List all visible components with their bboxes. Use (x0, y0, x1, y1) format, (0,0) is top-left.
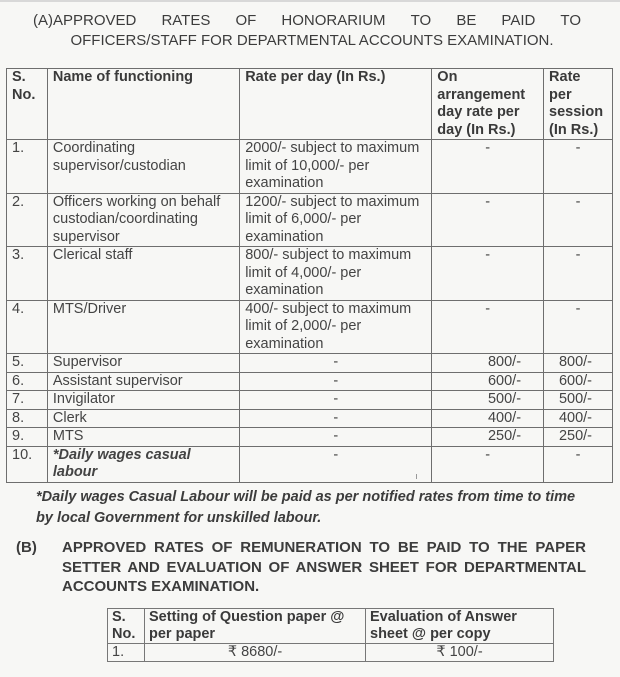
header-arrangement-rate: On arrangement day rate per day (In Rs.) (432, 69, 544, 140)
title-word: BE (456, 12, 477, 29)
cell-name: *Daily wages casual labour (47, 446, 239, 482)
header-setting: Setting of Question paper @ per paper (145, 609, 366, 644)
cell-arrangement-rate: - (432, 446, 544, 482)
table-header-row (7, 69, 613, 140)
cell-arrangement-rate: 600/- (432, 372, 544, 391)
title-word: HONORARIUM (281, 12, 386, 29)
cell-name: Supervisor (47, 354, 239, 373)
section-a-title (33, 11, 581, 51)
cell-evaluation: ₹ 100/- (366, 644, 554, 662)
header-evaluation: Evaluation of Answer sheet @ per copy (366, 609, 554, 644)
table-row (7, 372, 613, 391)
remuneration-rates-table (107, 608, 554, 662)
header-name: Name of functioning (47, 69, 239, 140)
title-word: PAID (501, 12, 536, 29)
cell-rate-per-session: - (544, 193, 613, 247)
cell-rate-per-session: 800/- (544, 354, 613, 373)
section-a-title-line2: OFFICERS/STAFF FOR DEPARTMENTAL ACCOUNTS EXAMINATION. (70, 32, 554, 49)
cell-arrangement-rate: - (432, 140, 544, 194)
title-word: (A)APPROVED (33, 12, 137, 29)
cell-name: Assistant supervisor (47, 372, 239, 391)
cell-name: Coordinating supervisor/custodian (47, 140, 239, 194)
section-b-title-text: APPROVED RATES OF REMUNERATION TO BE PAID TO THE PAPER SETTER AND EVALUATION OF ANSWER SHEET FOR DEPARTMENTAL ACCOUNTS EXAMINATION. (62, 539, 586, 595)
cell-rate-per-session: 250/- (544, 428, 613, 447)
cell-name: MTS/Driver (47, 300, 239, 354)
cell-name: Invigilator (47, 391, 239, 410)
cell-sno: 8. (7, 409, 48, 428)
cell-rate-per-day: - (240, 391, 432, 410)
cell-name: Officers working on behalf custodian/coordinating supervisor (47, 193, 239, 247)
header-sno: S. No. (7, 69, 48, 140)
section-b-title (16, 538, 586, 597)
cell-sno: 6. (7, 372, 48, 391)
table-row (7, 446, 613, 482)
cell-arrangement-rate: 400/- (432, 409, 544, 428)
cell-rate-per-day: - (240, 446, 432, 482)
cell-rate-per-day: - (240, 409, 432, 428)
cell-arrangement-rate: - (432, 247, 544, 301)
section-a-title-line1 (33, 11, 581, 31)
cell-rate-per-day: 400/- subject to maximum limit of 2,000/- per examination (240, 300, 432, 354)
table-row (7, 409, 613, 428)
table-row (7, 300, 613, 354)
cell-rate-per-session: 400/- (544, 409, 613, 428)
footnote-casual-labour: *Daily wages Casual Labour will be paid as per notified rates from time to time by local Government for unskilled labour. (36, 489, 576, 526)
title-word: TO (410, 12, 432, 29)
cell-arrangement-rate: 500/- (432, 391, 544, 410)
cell-sno: 7. (7, 391, 48, 410)
cell-rate-per-session: - (544, 140, 613, 194)
cell-name: Clerical staff (47, 247, 239, 301)
cell-rate-per-session: - (544, 446, 613, 482)
cell-rate-per-day: 1200/- subject to maximum limit of 6,000/- per examination (240, 193, 432, 247)
table-row (7, 428, 613, 447)
honorarium-rates-table (6, 68, 613, 483)
section-b-label: (B) (16, 539, 37, 556)
cell-rate-per-session: 600/- (544, 372, 613, 391)
table-row (7, 193, 613, 247)
scan-mark (416, 474, 417, 479)
cell-sno: 1. (7, 140, 48, 194)
cell-rate-per-session: - (544, 300, 613, 354)
cell-name: MTS (47, 428, 239, 447)
cell-name: Clerk (47, 409, 239, 428)
cell-sno: 4. (7, 300, 48, 354)
cell-rate-per-day: - (240, 354, 432, 373)
cell-sno: 9. (7, 428, 48, 447)
cell-rate-per-day: - (240, 372, 432, 391)
cell-arrangement-rate: 800/- (432, 354, 544, 373)
cell-setting: ₹ 8680/- (145, 644, 366, 662)
table-row (108, 644, 554, 662)
cell-rate-per-day: 800/- subject to maximum limit of 4,000/- per examination (240, 247, 432, 301)
cell-rate-per-day: - (240, 428, 432, 447)
cell-sno: 2. (7, 193, 48, 247)
table-header-row (108, 609, 554, 644)
title-word: TO (560, 12, 581, 29)
cell-rate-per-session: - (544, 247, 613, 301)
cell-sno: 3. (7, 247, 48, 301)
page-top-edge (0, 0, 620, 2)
table-row (7, 140, 613, 194)
cell-arrangement-rate: - (432, 193, 544, 247)
cell-arrangement-rate: - (432, 300, 544, 354)
table-row (7, 391, 613, 410)
header-rate-per-day: Rate per day (In Rs.) (240, 69, 432, 140)
cell-rate-per-day: 2000/- subject to maximum limit of 10,000/- per examination (240, 140, 432, 194)
cell-rate-per-session: 500/- (544, 391, 613, 410)
cell-arrangement-rate: 250/- (432, 428, 544, 447)
table-row (7, 247, 613, 301)
cell-sno: 1. (108, 644, 145, 662)
table-row (7, 354, 613, 373)
title-word: OF (235, 12, 257, 29)
cell-sno: 5. (7, 354, 48, 373)
header-sno: S. No. (108, 609, 145, 644)
cell-sno: 10. (7, 446, 48, 482)
title-word: RATES (161, 12, 211, 29)
header-rate-per-session: Rate per session (In Rs.) (544, 69, 613, 140)
